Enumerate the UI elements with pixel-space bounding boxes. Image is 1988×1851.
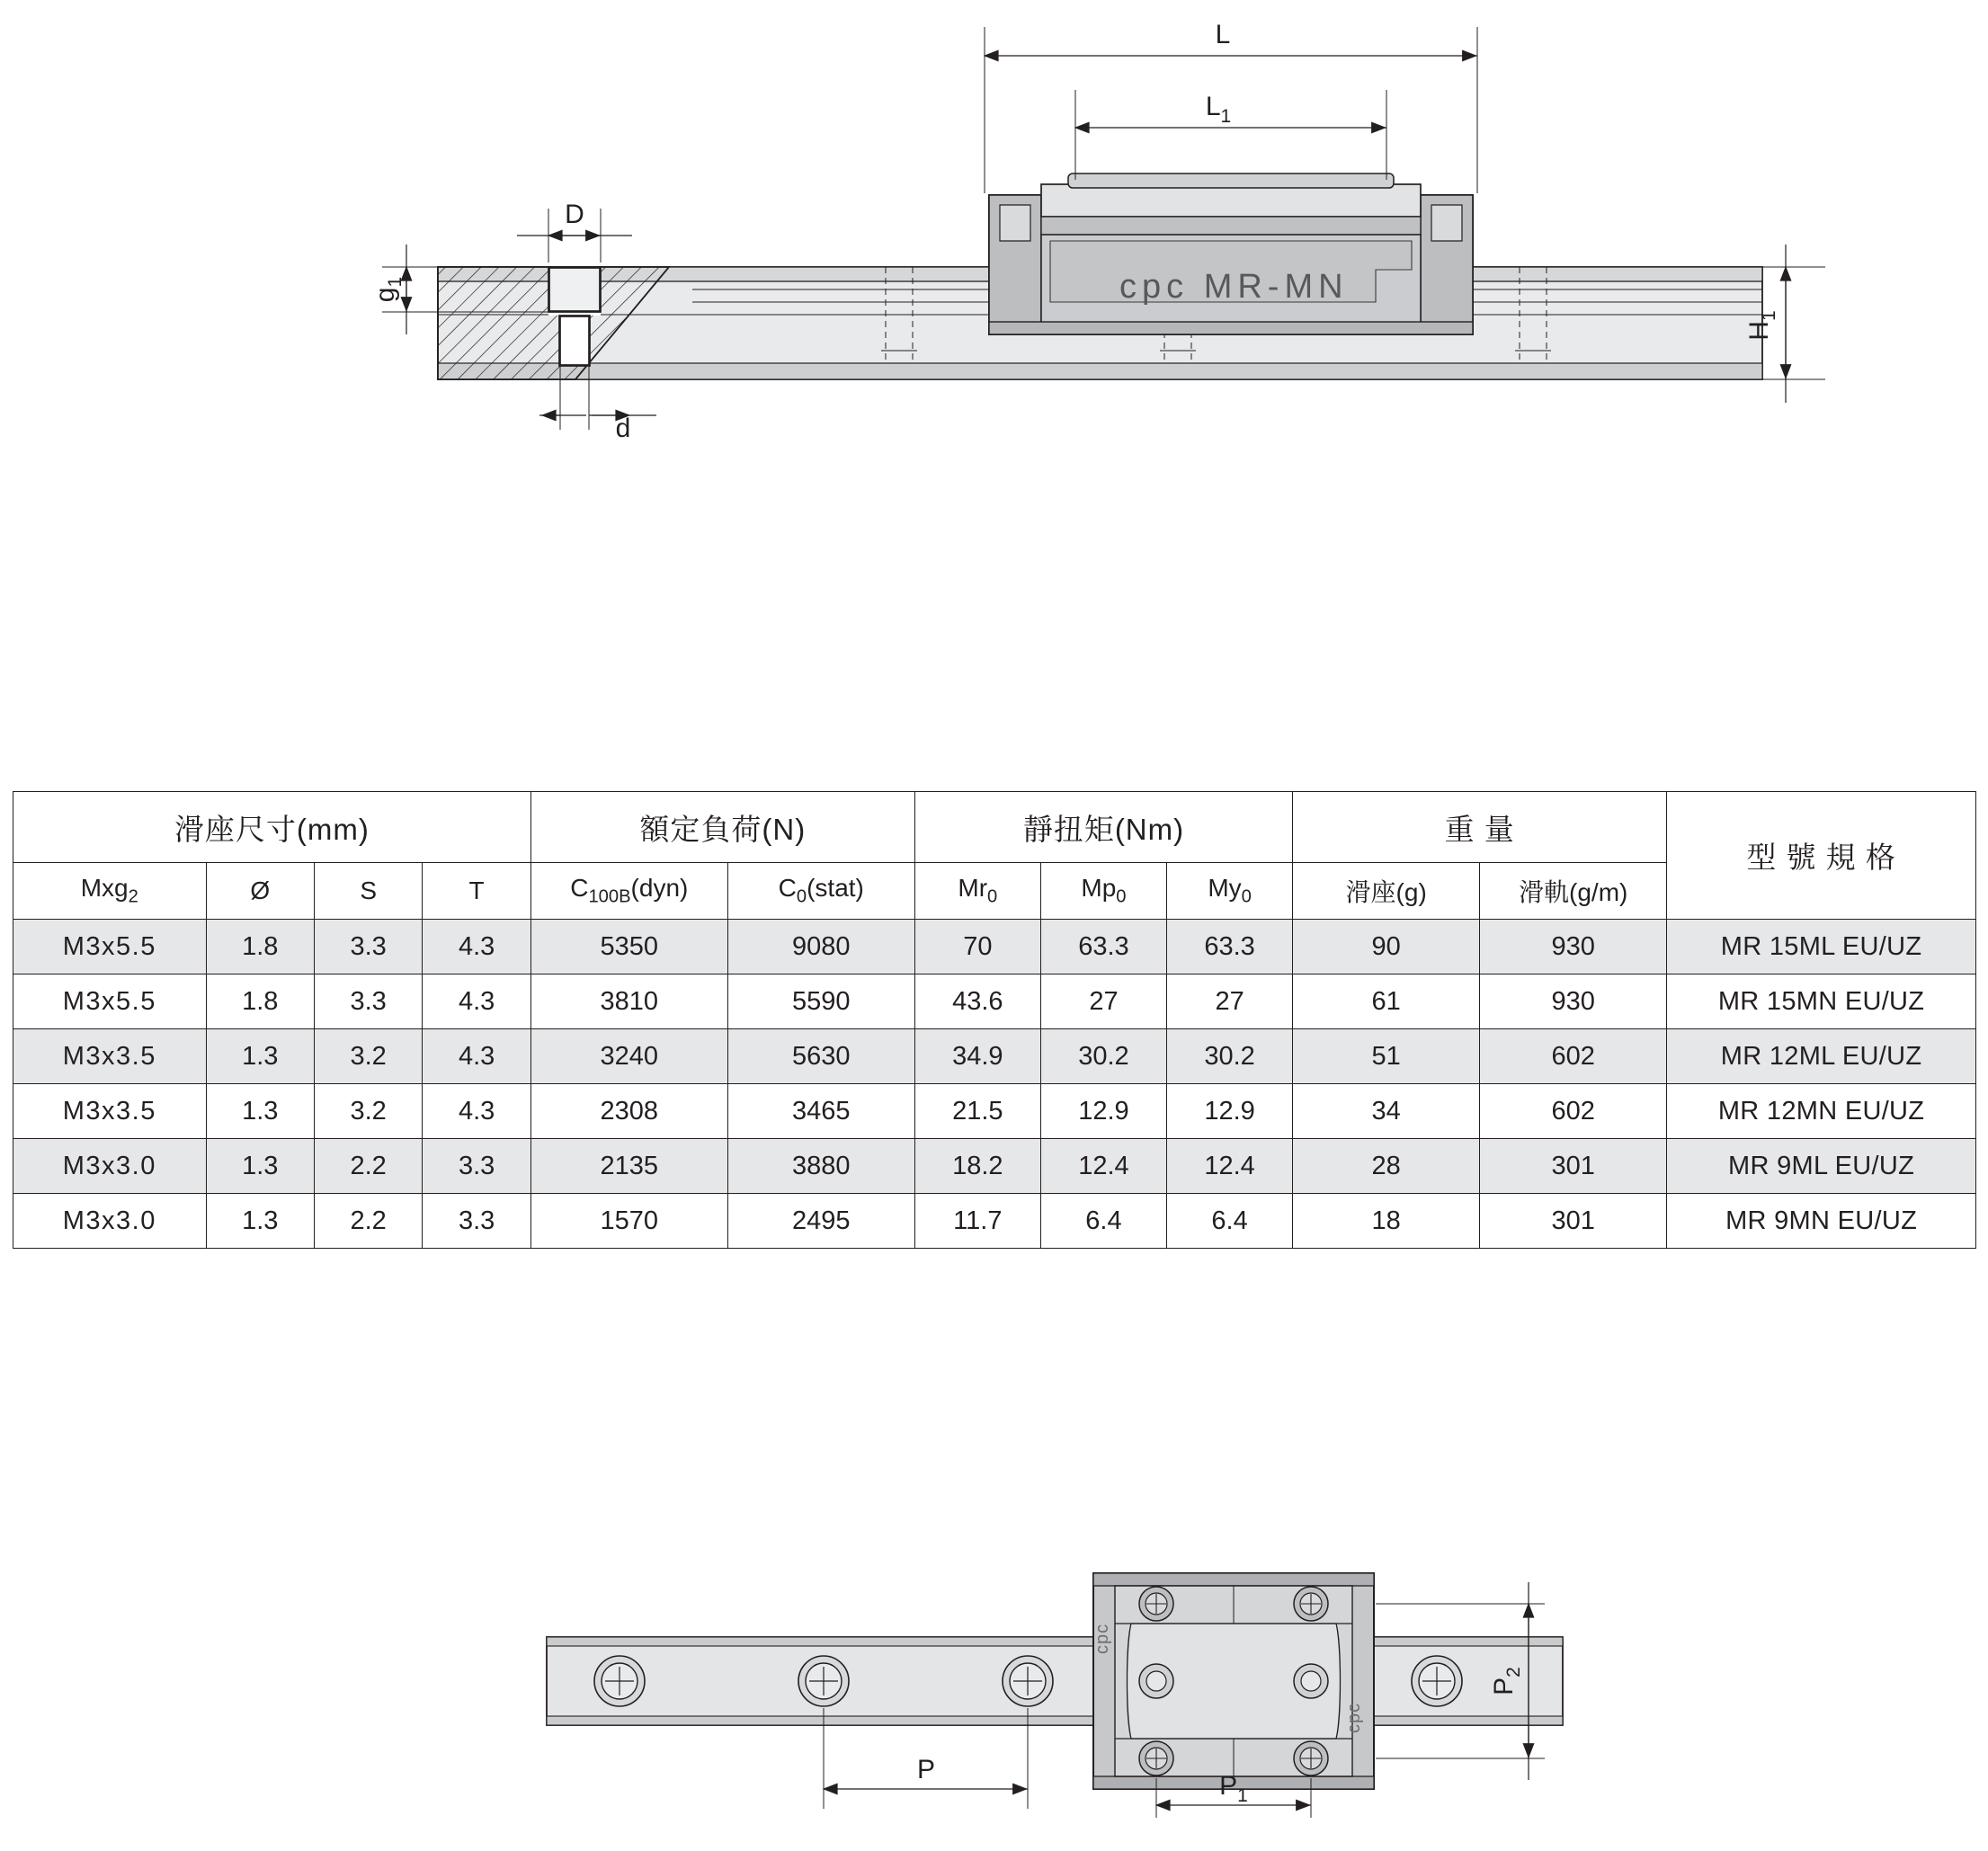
cell-model: MR 9MN EU/UZ — [1667, 1194, 1976, 1249]
cell-diameter: 1.3 — [206, 1084, 314, 1139]
group-header-model: 型 號 規 格 — [1667, 792, 1976, 920]
cell-model: MR 12ML EU/UZ — [1667, 1029, 1976, 1084]
subheader-mp0: $Mp_0$ — [1040, 863, 1166, 920]
cell-rail-weight: 602 — [1480, 1084, 1667, 1139]
cell-diameter: 1.8 — [206, 920, 314, 974]
cell-mr0: 43.6 — [914, 974, 1040, 1029]
cell-diameter: 1.3 — [206, 1139, 314, 1194]
cell-mr0: 21.5 — [914, 1084, 1040, 1139]
cell-t: 4.3 — [423, 920, 530, 974]
rail-mounting-hole — [798, 1656, 849, 1706]
group-header-block-dimensions: 滑座尺寸(mm) — [13, 792, 531, 863]
rail-mounting-hole — [1412, 1656, 1462, 1706]
cell-t: 4.3 — [423, 1084, 530, 1139]
cell-c0: 2495 — [727, 1194, 914, 1249]
carriage-logo-bottom: cpc — [1344, 1702, 1364, 1733]
subheader-c100b: $C_{100B}(dyn)$ — [530, 863, 727, 920]
cell-t: 3.3 — [423, 1139, 530, 1194]
cell-mxg2: M3x3.0 — [13, 1139, 207, 1194]
dimension-L1 — [1075, 90, 1386, 180]
cell-mr0: 34.9 — [914, 1029, 1040, 1084]
subheader-t: T — [423, 863, 530, 920]
cell-model: MR 15ML EU/UZ — [1667, 920, 1976, 974]
dimension-L-label: L — [1215, 20, 1231, 49]
cell-c100b: 3240 — [530, 1029, 727, 1084]
cell-my0: 27 — [1167, 974, 1293, 1029]
cell-my0: 30.2 — [1167, 1029, 1293, 1084]
cell-mr0: 70 — [914, 920, 1040, 974]
cell-mp0: 27 — [1040, 974, 1166, 1029]
rail-mounting-hole — [594, 1656, 645, 1706]
cell-mr0: 18.2 — [914, 1139, 1040, 1194]
cell-rail-weight: 301 — [1480, 1194, 1667, 1249]
cell-s: 2.2 — [314, 1194, 422, 1249]
cell-c100b: 2135 — [530, 1139, 727, 1194]
cell-t: 3.3 — [423, 1194, 530, 1249]
subheader-c0: $C_0(stat)$ — [727, 863, 914, 920]
cell-block-weight: 18 — [1293, 1194, 1480, 1249]
cell-s: 3.3 — [314, 920, 422, 974]
cell-my0: 63.3 — [1167, 920, 1293, 974]
carriage-mounting-hole — [1139, 1587, 1173, 1621]
cell-mxg2: M3x3.0 — [13, 1194, 207, 1249]
cell-diameter: 1.8 — [206, 974, 314, 1029]
dimension-L1-label — [1206, 92, 1231, 127]
cell-s: 2.2 — [314, 1139, 422, 1194]
cell-c100b: 2308 — [530, 1084, 727, 1139]
cell-mxg2: M3x3.5 — [13, 1029, 207, 1084]
dimension-L1-main: L — [1205, 92, 1221, 121]
top-view-drawing — [0, 1492, 1988, 1851]
table-row — [13, 1084, 1976, 1139]
subheader-diameter: Ø — [206, 863, 314, 920]
table-row — [13, 974, 1976, 1029]
dimension-g1-label: $g_1$ — [370, 276, 406, 303]
cell-c0: 5590 — [727, 974, 914, 1029]
cell-t: 4.3 — [423, 974, 530, 1029]
cell-rail-weight: 301 — [1480, 1139, 1667, 1194]
cell-block-weight: 51 — [1293, 1029, 1480, 1084]
dimension-L1-sub: 1 — [1220, 106, 1232, 127]
table-group-header-row — [13, 792, 1976, 863]
cell-block-weight: 28 — [1293, 1139, 1480, 1194]
cell-rail-weight: 930 — [1480, 974, 1667, 1029]
block-logo-text: cpc MR-MN — [1119, 268, 1349, 306]
cell-mxg2: M3x5.5 — [13, 920, 207, 974]
cell-c0: 5630 — [727, 1029, 914, 1084]
cell-block-weight: 90 — [1293, 920, 1480, 974]
rail-mounting-hole — [1003, 1656, 1053, 1706]
subheader-s: S — [314, 863, 422, 920]
cell-block-weight: 61 — [1293, 974, 1480, 1029]
cell-rail-weight: 602 — [1480, 1029, 1667, 1084]
cell-mp0: 12.4 — [1040, 1139, 1166, 1194]
cell-mxg2: M3x3.5 — [13, 1084, 207, 1139]
cell-mp0: 30.2 — [1040, 1029, 1166, 1084]
specification-table-wrapper — [13, 791, 1978, 1249]
cell-c0: 3880 — [727, 1139, 914, 1194]
carriage-mounting-hole — [1294, 1741, 1328, 1775]
group-header-rated-load: 額定負荷(N) — [530, 792, 914, 863]
dimension-P1-label: $P_1$ — [1219, 1771, 1248, 1806]
dimension-D-label: D — [565, 200, 584, 229]
cell-mr0: 11.7 — [914, 1194, 1040, 1249]
cell-block-weight: 34 — [1293, 1084, 1480, 1139]
cell-c100b: 5350 — [530, 920, 727, 974]
cell-model: MR 15MN EU/UZ — [1667, 974, 1976, 1029]
subheader-mr0: $Mr_0$ — [914, 863, 1040, 920]
cell-s: 3.3 — [314, 974, 422, 1029]
cell-s: 3.2 — [314, 1029, 422, 1084]
cell-c100b: 3810 — [530, 974, 727, 1029]
cell-mp0: 12.9 — [1040, 1084, 1166, 1139]
specification-table — [13, 791, 1976, 1249]
subheader-mxg2: Mxg$_2$ — [13, 863, 207, 920]
table-row — [13, 1029, 1976, 1084]
dimension-D — [517, 200, 632, 263]
cell-mxg2: M3x5.5 — [13, 974, 207, 1029]
cell-t: 4.3 — [423, 1029, 530, 1084]
cell-c100b: 1570 — [530, 1194, 727, 1249]
table-body — [13, 920, 1976, 1249]
carriage-mounting-hole — [1294, 1587, 1328, 1621]
table-row — [13, 920, 1976, 974]
cell-rail-weight: 930 — [1480, 920, 1667, 974]
carriage-logo-top: cpc — [1092, 1623, 1112, 1654]
cell-my0: 12.4 — [1167, 1139, 1293, 1194]
cell-mp0: 63.3 — [1040, 920, 1166, 974]
dimension-P-label: P — [916, 1755, 936, 1784]
dimension-P2-label: $P_2$ — [1489, 1667, 1524, 1695]
dimension-d-label: d — [615, 414, 631, 443]
cell-mp0: 6.4 — [1040, 1194, 1166, 1249]
cell-c0: 3465 — [727, 1084, 914, 1139]
cell-diameter: 1.3 — [206, 1194, 314, 1249]
cell-my0: 12.9 — [1167, 1084, 1293, 1139]
subheader-my0: $My_0$ — [1167, 863, 1293, 920]
cell-c0: 9080 — [727, 920, 914, 974]
table-row — [13, 1139, 1976, 1194]
group-header-weight: 重 量 — [1293, 792, 1667, 863]
cell-my0: 6.4 — [1167, 1194, 1293, 1249]
dimension-H1-label: $H_1$ — [1744, 310, 1779, 341]
group-header-static-moment: 靜扭矩(Nm) — [914, 792, 1292, 863]
table-row — [13, 1194, 1976, 1249]
subheader-rail-weight: 滑軌(g/m) — [1480, 863, 1667, 920]
carriage-mounting-hole — [1139, 1741, 1173, 1775]
side-view-drawing — [0, 0, 1988, 503]
cell-diameter: 1.3 — [206, 1029, 314, 1084]
carriage-center-hole — [1139, 1664, 1173, 1698]
cell-s: 3.2 — [314, 1084, 422, 1139]
cell-model: MR 9ML EU/UZ — [1667, 1139, 1976, 1194]
subheader-block-weight: 滑座(g) — [1293, 863, 1480, 920]
cell-model: MR 12MN EU/UZ — [1667, 1084, 1976, 1139]
carriage-center-hole — [1294, 1664, 1328, 1698]
